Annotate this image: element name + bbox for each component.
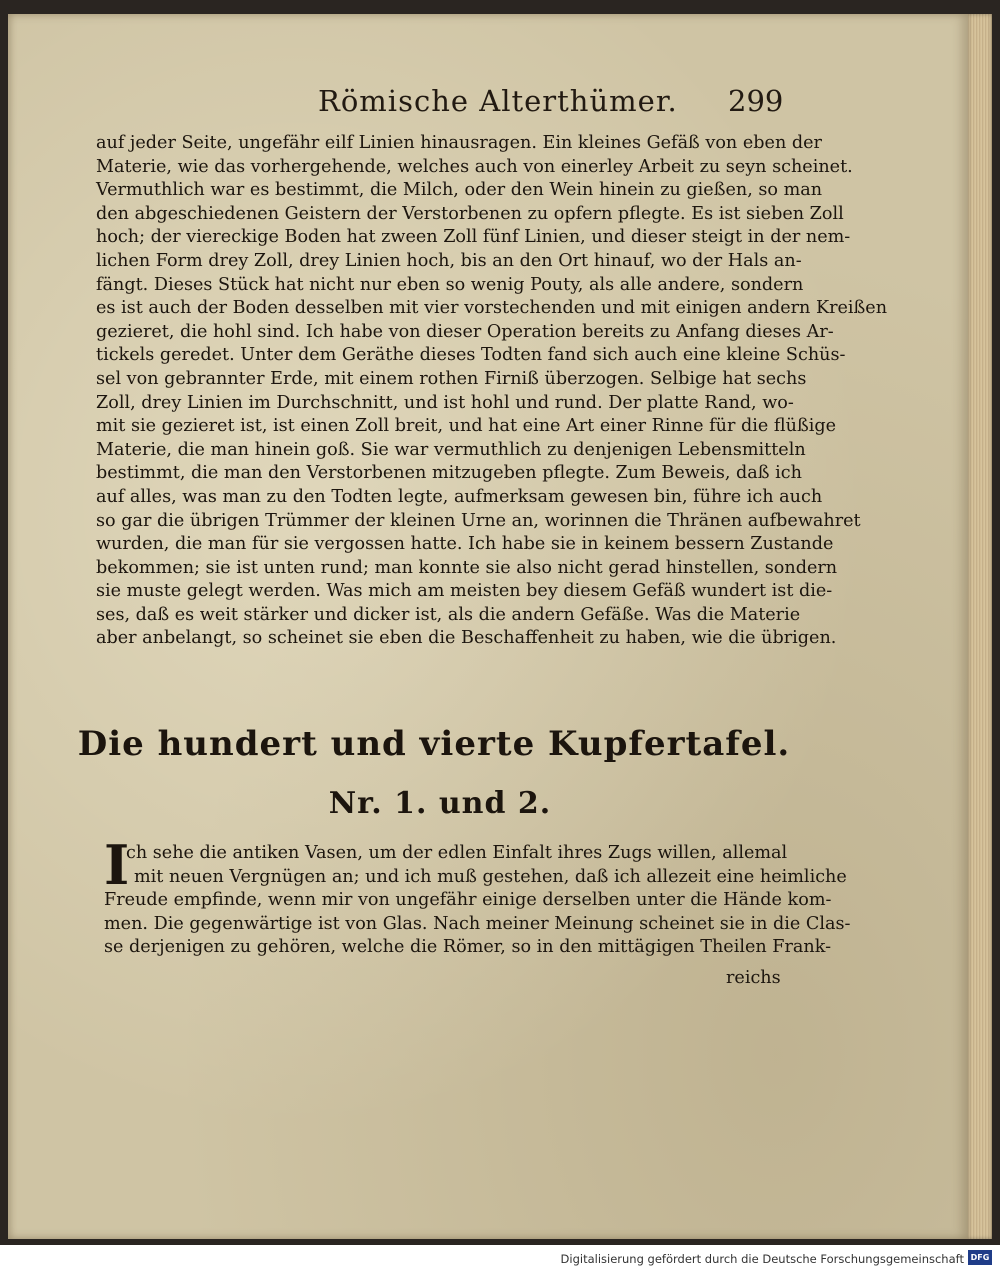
text-line: Vermuthlich war es bestimmt, die Milch, oder den Wein hinein zu gießen, so man [96,180,823,201]
text-line: mit neuen Vergnügen an; und ich muß gestehen, daß ich allezeit eine heimliche [134,866,847,887]
second-paragraph [104,842,851,960]
text-line: fängt. Dieses Stück hat nicht nur eben so wenig Pouty, als alle andere, sondern [96,274,804,295]
drop-cap: I [104,833,130,897]
plate-subheading: Nr. 1. und 2. [328,786,552,821]
text-line: men. Die gegenwärtige ist von Glas. Nach meiner Meinung scheinet sie in die Clas- [104,913,851,934]
text-line: ch sehe die antiken Vasen, um der edlen Einfalt ihres Zugs willen, allemal [126,843,788,863]
text-line: aber anbelangt, so scheinet sie eben die Beschaffenheit zu haben, wie die übrigen. [96,628,837,649]
catchword: reichs [726,968,781,988]
text-line: Materie, die man hinein goß. Sie war vermuthlich zu denjenigen Lebensmitteln [96,439,806,460]
plate-heading: Die hundert und vierte Kupfertafel. [77,724,791,764]
text-line: lichen Form drey Zoll, drey Linien hoch, bis an den Ort hinauf, wo der Hals an- [96,250,802,271]
text-line: sel von gebrannter Erde, mit einem rothen Firniß überzogen. Selbige hat sechs [96,368,807,389]
text-line: ses, daß es weit stärker und dicker ist, als die andern Gefäße. Was die Materie [96,604,801,625]
text-line: sie muste gelegt werden. Was mich am meisten bey diesem Gefäß wundert ist die- [96,581,833,602]
text-line: den abgeschiedenen Geistern der Verstorbenen zu opfern pflegte. Es ist sieben Zoll [96,203,844,224]
running-head [0,84,1000,124]
text-line: gezieret, die hohl sind. Ich habe von dieser Operation bereits zu Anfang dieses Ar- [96,321,834,342]
text-line: auf jeder Seite, ungefähr eilf Linien hinausragen. Ein kleines Gefäß von eben der [96,133,822,153]
first-paragraph [96,132,888,651]
text-line: Zoll, drey Linien im Durchschnitt, und ist hohl und rund. Der platte Rand, wo- [96,392,794,413]
text-line: so gar die übrigen Trümmer der kleinen Urne an, worinnen die Thränen aufbewahret [96,510,861,531]
text-line: mit sie gezieret ist, ist einen Zoll breit, und hat eine Art einer Rinne für die flüßige [96,416,837,437]
text-line: se derjenigen zu gehören, welche die Römer, so in den mittägigen Theilen Frank- [104,937,832,958]
text-line: auf alles, was man zu den Todten legte, aufmerksam gewesen bin, führe ich auch [96,486,823,507]
text-line: Materie, wie das vorhergehende, welches auch von einerley Arbeit zu seyn scheinet. [96,156,853,177]
text-line: Freude empfinde, wenn mir von ungefähr einige derselben unter die Hände kom- [104,890,832,911]
page-number: 299 [728,84,784,118]
footer-credit: Digitalisierung gefördert durch die Deutsche Forschungsgemeinschaft [560,1252,964,1266]
text-line: es ist auch der Boden desselben mit vier vorstechenden und mit einigen andern Kreißen [96,298,888,319]
digitization-footer [0,1245,1000,1271]
text-line: hoch; der viereckige Boden hat zween Zoll fünf Linien, und dieser steigt in der nem- [96,227,851,248]
text-line: tickels geredet. Unter dem Geräthe dieses Todten fand sich auch eine kleine Schüs- [96,345,846,366]
running-title: Römische Alterthümer. [318,84,678,118]
dfg-logo: DFG [968,1250,992,1265]
text-line: wurden, die man für sie vergossen hatte. Ich habe sie in keinem bessern Zustande [96,534,834,555]
text-line: bestimmt, die man den Verstorbenen mitzugeben pflegte. Zum Beweis, daß ich [96,463,802,484]
page-edges [968,14,992,1239]
text-line: bekommen; sie ist unten rund; man konnte sie also nicht gerad hinstellen, sondern [96,557,838,578]
